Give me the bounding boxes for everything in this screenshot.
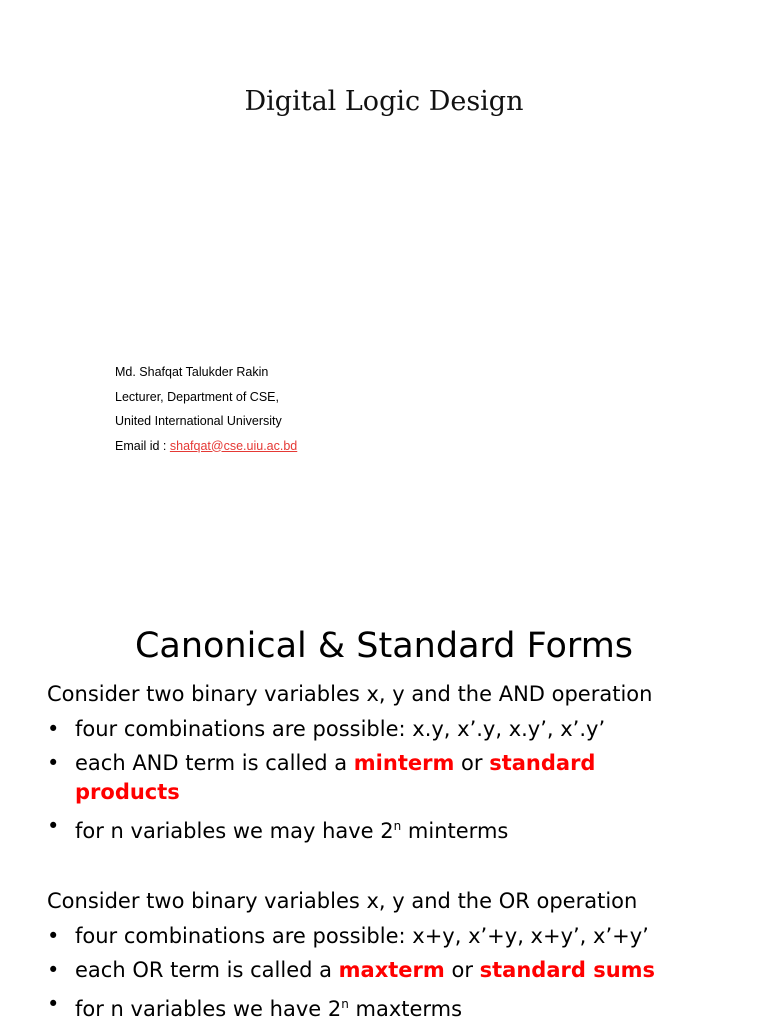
email-link[interactable]: shafqat@cse.uiu.ac.bd — [169, 438, 298, 453]
term-maxterm: maxterm — [338, 958, 445, 982]
email-label: Email id : — [115, 438, 170, 453]
slide-heading: Canonical & Standard Forms — [134, 626, 634, 666]
bullet-icon: • — [47, 751, 60, 775]
term-products: products — [75, 780, 180, 804]
bullet-text: four combinations are possible: x.y, x’.y, x.y’, x’.y’ — [75, 717, 606, 741]
term-minterm: minterm — [353, 751, 455, 775]
slide-canonical-forms — [0, 590, 768, 1024]
or-intro: Consider two binary variables x, y and the OR operation — [47, 889, 638, 913]
slide-title-heading: Digital Logic Design — [244, 86, 524, 117]
bullet-text: each OR term is called a maxterm or standard sums — [75, 958, 656, 982]
author-role: Lecturer, Department of CSE, — [115, 389, 279, 404]
author-institution: United International University — [115, 414, 282, 428]
author-email-line — [115, 436, 297, 461]
bullet-icon: • — [47, 992, 60, 1016]
author-name: Md. Shafqat Talukder Rakin — [115, 365, 269, 379]
bullet-icon: • — [47, 814, 60, 838]
bullet-icon: • — [47, 924, 60, 948]
bullet-icon: • — [47, 717, 60, 741]
bullet-text: for n variables we have 2$^n$ maxterms — [75, 997, 463, 1021]
bullet-text: for n variables we may have 2$^n$ minterms — [75, 819, 509, 843]
bullet-icon: • — [47, 958, 60, 982]
term-standard: standard — [489, 751, 596, 775]
bullet-text: each AND term is called a minterm or standard — [75, 751, 596, 775]
term-standard-sums: standard sums — [479, 958, 656, 982]
author-block — [115, 362, 297, 460]
bullet-text: four combinations are possible: x+y, x’+y, x+y’, x’+y’ — [75, 924, 649, 948]
and-intro: Consider two binary variables x, y and the AND operation — [47, 682, 653, 706]
